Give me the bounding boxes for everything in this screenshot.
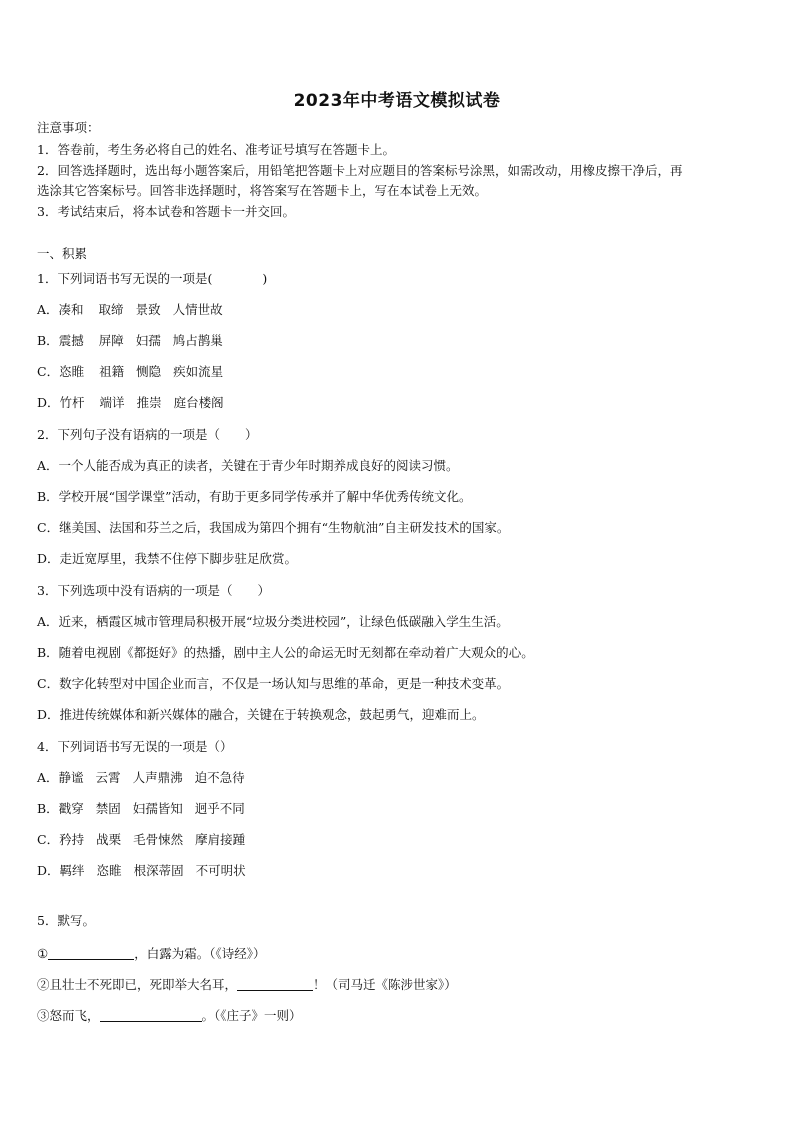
notice-item: 选涂其它答案标号。回答非选择题时，将答案写在答题卡上，写在本试卷上无效。 <box>37 183 488 198</box>
q3-option-c: C．数字化转型对中国企业而言，不仅是一场认知与思维的革命，更是一种技术变革。 <box>37 676 510 691</box>
q2-option-b: B．学校开展“国学课堂”活动，有助于更多同学传承并了解中华优秀传统文化。 <box>37 489 472 504</box>
fill-blank <box>100 1009 202 1022</box>
q2-option-d: D．走近宽厚里，我禁不住停下脚步驻足欣赏。 <box>37 551 298 566</box>
fill-blank <box>48 947 134 960</box>
q4-option-c: C．矜持 战栗 毛骨悚然 摩肩接踵 <box>37 832 246 847</box>
q4-option-d: D．羁绊 恣睢 根深蒂固 不可明状 <box>37 863 246 878</box>
q4-option-b: B．戳穿 禁固 妇孺皆知 迥乎不同 <box>37 801 245 816</box>
fill-blank <box>237 978 313 991</box>
q2-option-a: A．一个人能否成为真正的读者，关键在于青少年时期养成良好的阅读习惯。 <box>37 458 459 473</box>
question-5-stem: 5．默写。 <box>37 913 95 928</box>
q2-option-c: C．继美国、法国和芬兰之后，我国成为第四个拥有“生物航油”自主研发技术的国家。 <box>37 520 510 535</box>
section-heading: 一、积累 <box>37 246 88 261</box>
q5-item-1: ① ，白露为霜。（《诗经》） <box>37 946 266 961</box>
q5-item-2: ②且壮士不死即已，死即举大名耳， ！（司马迁《陈涉世家》） <box>37 977 457 992</box>
q1-option-c: C．恣睢 祖籍 恻隐 疾如流星 <box>37 364 224 379</box>
page-title: 2023年中考语文模拟试卷 <box>293 91 501 111</box>
q3-option-d: D．推进传统媒体和新兴媒体的融合，关键在于转换观念，鼓起勇气，迎难而上。 <box>37 707 485 722</box>
q3-option-a: A．近来，栖霞区城市管理局积极开展“垃圾分类进校园”，让绿色低碳融入学生生活。 <box>37 614 509 629</box>
question-1-stem: 1．下列词语书写无误的一项是( ) <box>37 271 268 286</box>
q4-option-a: A．静谧 云霄 人声鼎沸 迫不急待 <box>37 770 245 785</box>
q1-option-b: B．震撼 屏障 妇孺 鸠占鹊巢 <box>37 333 223 348</box>
question-3-stem: 3．下列选项中没有语病的一项是（ ） <box>37 583 270 598</box>
question-4-stem: 4．下列词语书写无误的一项是（） <box>37 739 233 754</box>
notice-item: 2．回答选择题时，选出每小题答案后，用铅笔把答题卡上对应题目的答案标号涂黑，如需改动，用橡皮擦干净后，再 <box>37 163 683 178</box>
q1-option-d: D．竹杆 端详 推崇 庭台楼阁 <box>37 395 224 410</box>
q3-option-b: B．随着电视剧《都挺好》的热播，剧中主人公的命运无时无刻都在牵动着广大观众的心。 <box>37 645 534 660</box>
q5-item-3: ③怒而飞， 。（《庄子》一则） <box>37 1008 302 1023</box>
question-2-stem: 2．下列句子没有语病的一项是（ ） <box>37 427 258 442</box>
notice-item: 1．答卷前，考生务必将自己的姓名、准考证号填写在答题卡上。 <box>37 142 395 157</box>
q1-option-a: A．凑和 取缔 景致 人情世故 <box>37 302 223 317</box>
notice-heading: 注意事项： <box>37 120 100 135</box>
notice-item: 3．考试结束后，将本试卷和答题卡一并交回。 <box>37 204 295 219</box>
